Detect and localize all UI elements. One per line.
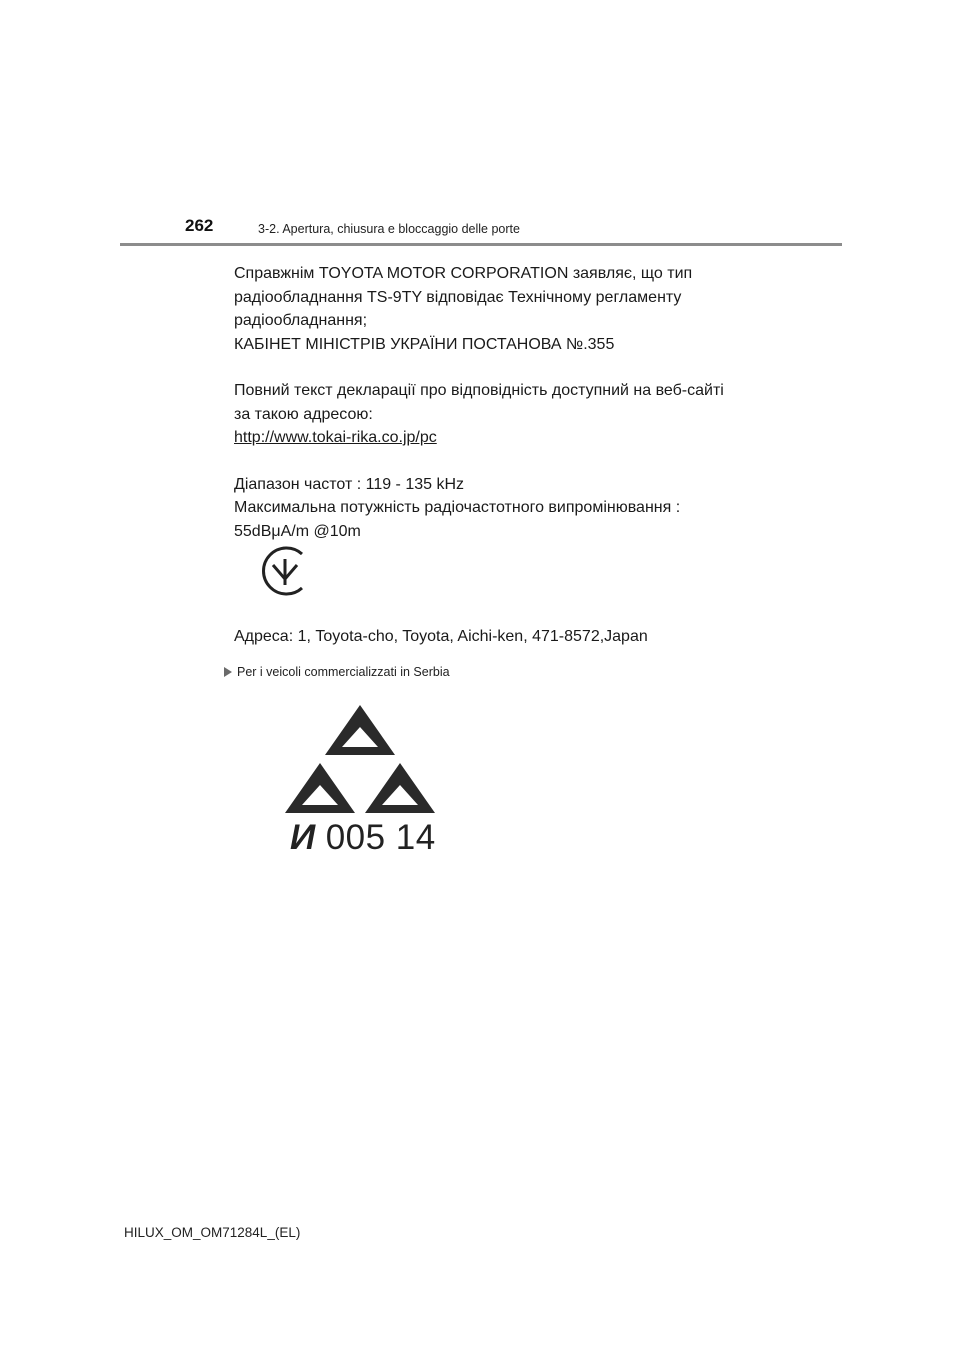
full-text-line: Повний текст декларації про відповідність доступний на веб-сайті — [234, 382, 724, 399]
spec-line: 55dBμA/m @10m — [234, 522, 361, 540]
header-divider — [120, 243, 842, 246]
declaration-line: радіообладнання TS-9TY відповідає Технічному регламенту — [234, 288, 682, 306]
page-header — [0, 0, 960, 250]
bullet-triangle-icon — [224, 667, 232, 677]
serbian-conformity-triangles-icon — [285, 703, 435, 813]
full-text-line: за такою адресою: — [234, 405, 373, 423]
serbian-code-letter: И — [290, 818, 316, 857]
ukrainian-conformity-mark-icon — [257, 543, 313, 599]
serbia-list-item — [224, 665, 450, 679]
serbian-code-number: 005 14 — [325, 818, 436, 857]
document-id: HILUX_OM_OM71284L_(EL) — [124, 1225, 301, 1240]
declaration-line: радіообладнання; — [234, 312, 368, 329]
section-title: 3-2. Apertura, chiusura e bloccaggio delle porte — [258, 222, 520, 236]
manufacturer-address: Адреса: 1, Toyota-cho, Toyota, Aichi-ken, 471-8572,Japan — [234, 628, 648, 645]
spec-line: Максимальна потужність радіочастотного випромінювання : — [234, 499, 681, 516]
serbian-approval-code — [290, 818, 436, 858]
declaration-line: КАБІНЕТ МІНІСТРІВ УКРАЇНИ ПОСТАНОВА №.355 — [234, 335, 615, 353]
declaration-line: Справжнім TOYOTA MOTOR CORPORATION заявляє, що тип — [234, 265, 693, 282]
declaration-url-link[interactable]: http://www.tokai-rika.co.jp/pc — [234, 429, 437, 446]
serbia-item-label: Per i veicoli commercializzati in Serbia — [237, 665, 450, 679]
ukraine-declaration — [234, 262, 794, 543]
page-number: 262 — [185, 216, 214, 235]
spec-line: Діапазон частот : 119 - 135 kHz — [234, 475, 465, 493]
